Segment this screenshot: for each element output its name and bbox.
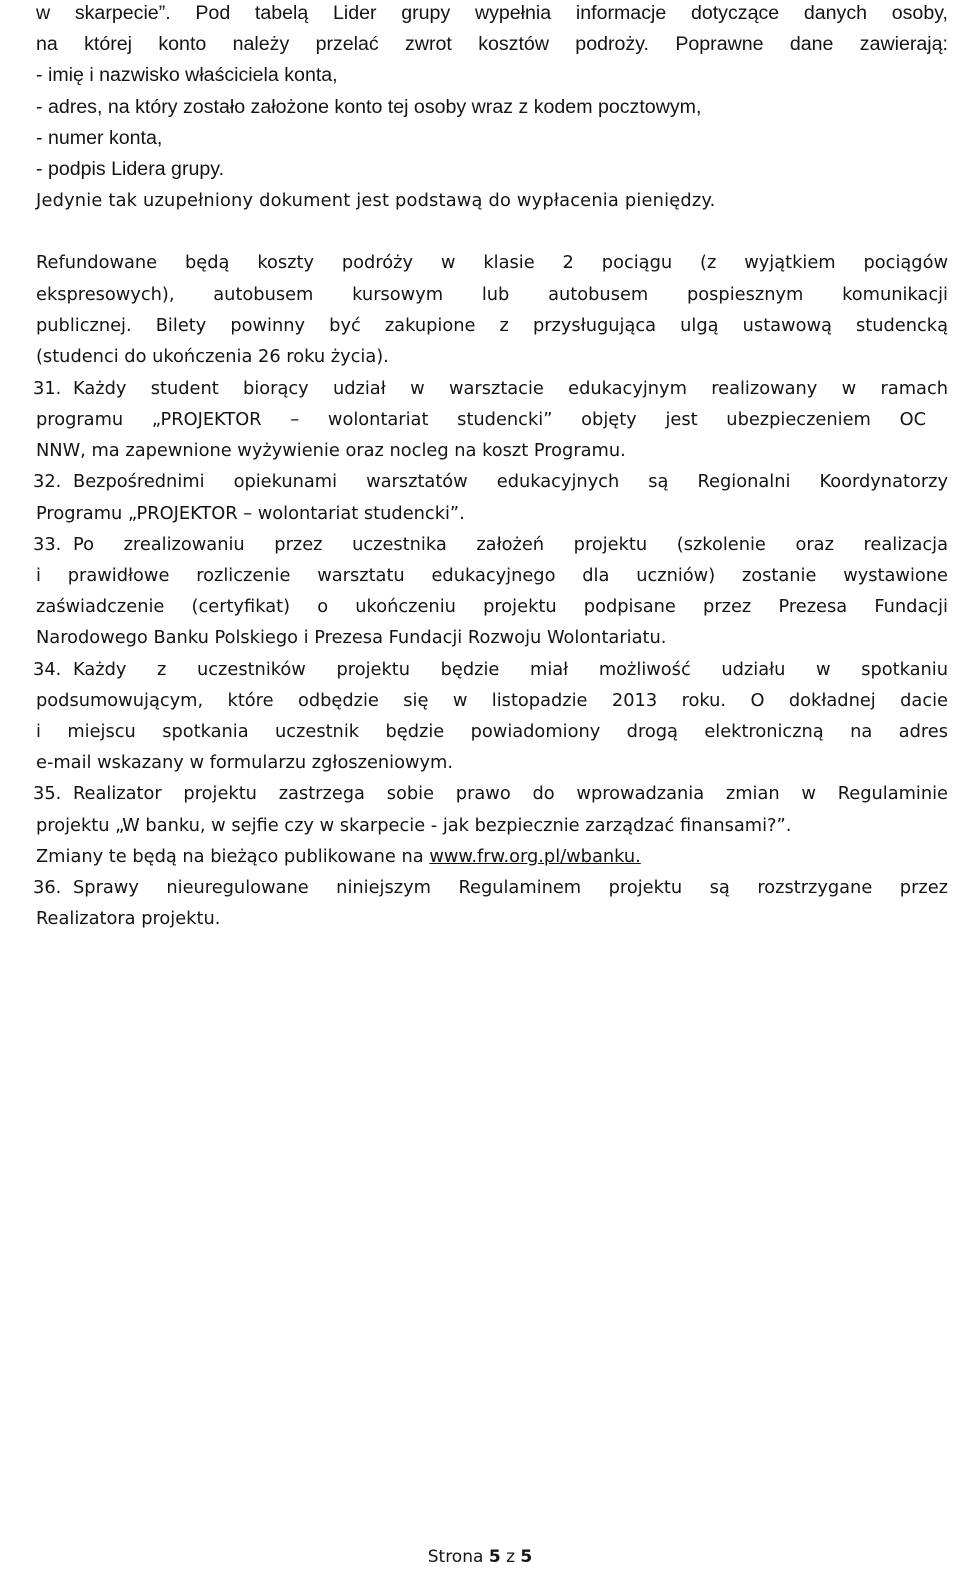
list-item-line: i prawidłowe rozliczenie warsztatu edukacyjnego dla uczniów) zostanie wystawione	[36, 565, 948, 587]
list-item-number: 35.	[33, 783, 62, 805]
refund-line: (studenci do ukończenia 26 roku życia).	[36, 346, 389, 368]
list-item-line: Sprawy nieuregulowane niniejszym Regulaminem projektu są rozstrzygane przez	[73, 877, 948, 899]
intro-line: - podpis Lidera grupy.	[36, 158, 225, 181]
list-item-line: Bezpośrednimi opiekunami warsztatów edukacyjnych są Regionalni Koordynatorzy	[73, 471, 948, 493]
refund-line: publicznej. Bilety powinny być zakupione z przysługująca ulgą ustawową studencką	[36, 315, 948, 337]
intro-line: - numer konta,	[36, 126, 163, 149]
refund-line: ekspresowych), autobusem kursowym lub autobusem pospiesznym komunikacji	[36, 283, 948, 305]
list-item-line: zaświadczenie (certyfikat) o ukończeniu projektu podpisane przez Prezesa Fundacji	[36, 596, 948, 618]
list-item	[33, 373, 948, 467]
page-footer	[0, 1543, 960, 1571]
footer-separator: z	[506, 1547, 515, 1567]
website-link[interactable]: www.frw.org.pl/wbanku.	[429, 845, 641, 867]
list-item	[33, 654, 948, 779]
intro-line: - imię i nazwisko właściciela konta,	[36, 64, 338, 87]
list-item-line: Każdy student biorący udział w warsztacie edukacyjnym realizowany w ramach	[73, 377, 948, 399]
refund-paragraph	[36, 247, 948, 373]
list-item	[33, 466, 948, 528]
list-item-line: Każdy z uczestników projektu będzie miał możliwość udziału w spotkaniu	[73, 658, 948, 680]
list-item-line: i miejscu spotkania uczestnik będzie powiadomiony drogą elektroniczną na adres	[36, 721, 948, 743]
list-item	[33, 778, 948, 872]
footer-prefix: Strona	[427, 1547, 484, 1567]
intro-section	[36, 0, 948, 216]
list-item-line: podsumowującym, które odbędzie się w listopadzie 2013 roku. O dokładnej dacie	[36, 689, 948, 711]
list-item	[33, 872, 948, 934]
document-page	[33, 0, 948, 935]
intro-line: w skarpecie”. Pod tabelą Lider grupy wypełnia informacje dotyczące danych osoby,	[36, 2, 948, 24]
list-item	[33, 529, 948, 654]
intro-line: Jedynie tak uzupełniony dokument jest podstawą do wypłacenia pieniędzy.	[36, 190, 716, 212]
list-item-line: programu „PROJEKTOR – wolontariat studencki” objęty jest ubezpieczeniem OC	[36, 409, 926, 431]
list-item-line-with-link	[36, 841, 948, 872]
list-item-number: 31.	[33, 377, 62, 399]
list-item-number: 33.	[33, 533, 62, 555]
list-item-line: Realizatora projektu.	[36, 908, 221, 930]
footer-total-pages: 5	[520, 1547, 533, 1567]
footer-current-page: 5	[488, 1547, 501, 1567]
intro-line: na której konto należy przelać zwrot kosztów podroży. Poprawne dane zawierają:	[36, 33, 948, 56]
list-item-number: 34.	[33, 658, 62, 680]
list-item-line: Po zrealizowaniu przez uczestnika założeń projektu (szkolenie oraz realizacja	[73, 533, 948, 555]
list-item-line: Programu „PROJEKTOR – wolontariat studencki”.	[36, 502, 465, 524]
numbered-list	[33, 373, 948, 935]
intro-line: - adres, na który zostało założone konto tej osoby wraz z kodem pocztowym,	[36, 95, 702, 118]
list-item-line: Realizator projektu zastrzega sobie prawo do wprowadzania zmian w Regulaminie	[73, 783, 948, 805]
list-item-line: e-mail wskazany w formularzu zgłoszeniowym.	[36, 752, 454, 774]
list-item-number: 36.	[33, 877, 62, 899]
list-item-line: Narodowego Banku Polskiego i Prezesa Fundacji Rozwoju Wolontariatu.	[36, 627, 667, 649]
list-item-number: 32.	[33, 471, 62, 493]
list-item-line: NNW, ma zapewnione wyżywienie oraz nocleg na koszt Programu.	[36, 440, 626, 462]
list-item-text: Zmiany te będą na bieżąco publikowane na	[36, 845, 424, 867]
list-item-line: projektu „W banku, w sejfie czy w skarpecie - jak bezpiecznie zarządzać finansami?”.	[36, 814, 792, 836]
refund-line: Refundowane będą koszty podróży w klasie 2 pociągu (z wyjątkiem pociągów	[36, 252, 948, 274]
